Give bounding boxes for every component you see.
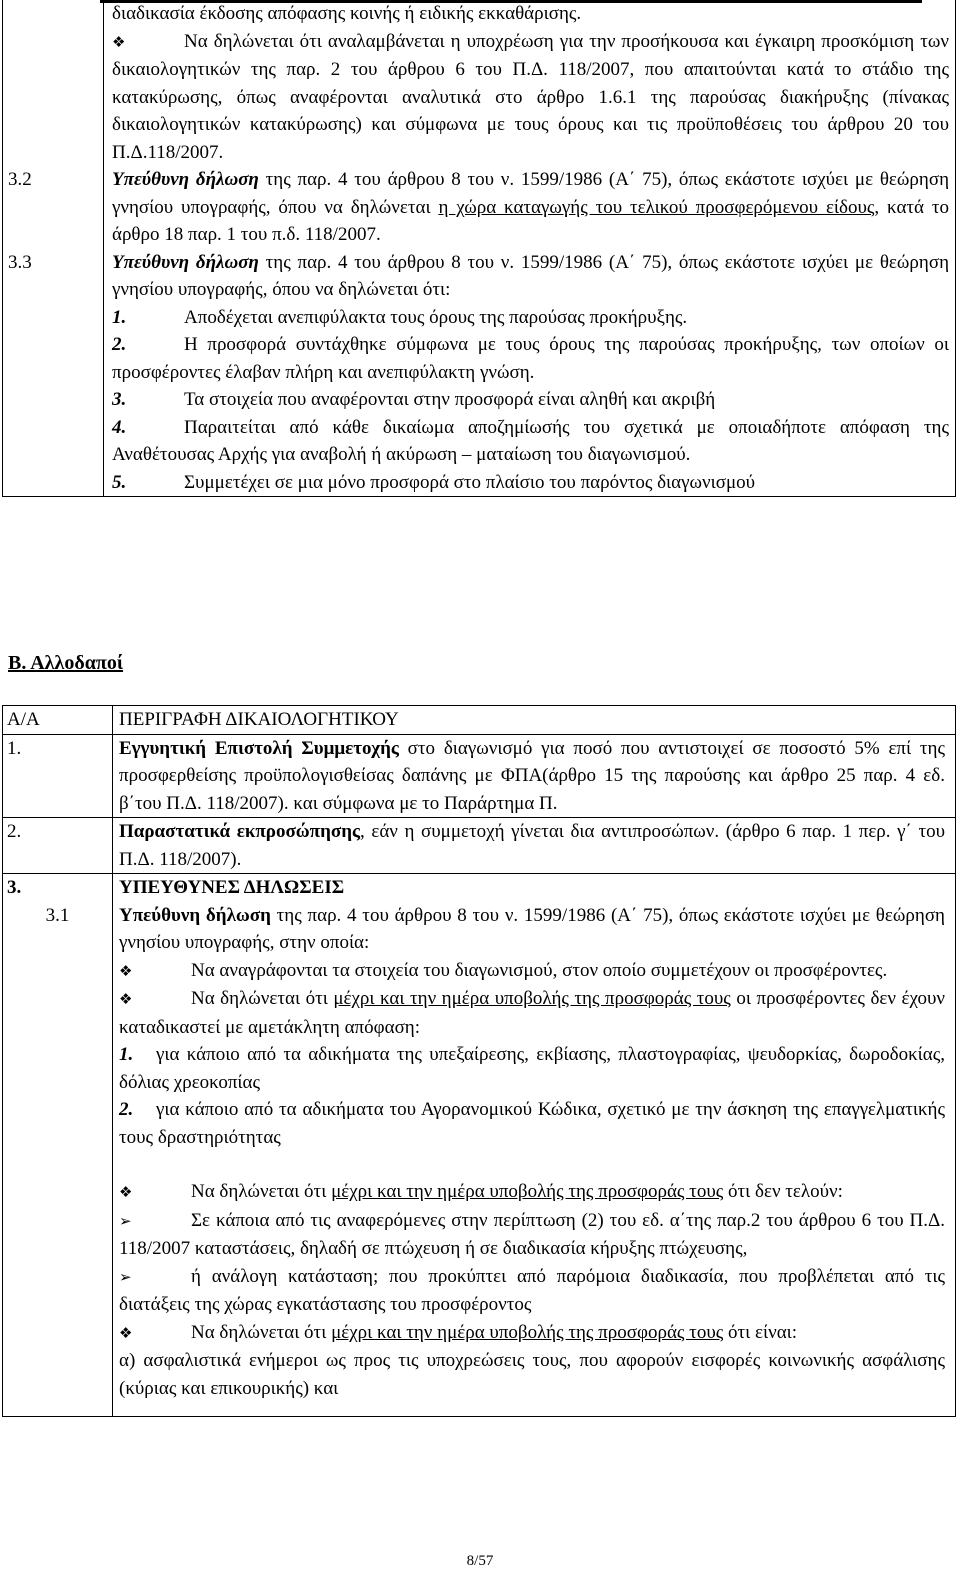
diamond-bullet-icon: ❖ (119, 1323, 133, 1342)
section-heading: Β. Αλλοδαποί (8, 652, 124, 674)
list-item: ❖ Να δηλώνεται ότι μέχρι και την ημέρα υποβολής της προσφοράς τους ότι είναι: (119, 1321, 798, 1343)
column-header-number: Α/Α (3, 706, 113, 735)
row-number: 3.3 (3, 249, 104, 497)
diamond-bullet-icon: ❖ (119, 1183, 133, 1201)
item-title: Παραστατικά εκπροσώπησης (119, 821, 361, 842)
row-number: 1. (3, 734, 113, 818)
list-item: ❖ Να αναγράφονται τα στοιχεία του διαγωνισμού, στον οποίο συμμετέχουν οι προσφέροντες. (119, 959, 888, 981)
declaration-title: Υπεύθυνη δήλωση (112, 251, 259, 273)
diamond-bullet-icon: ❖ (112, 32, 126, 51)
list-item: ❖ Να δηλώνεται ότι αναλαμβάνεται η υποχρέωση για την προσήκουσα και έγκαιρη προσκόμιση των δικαιολογητικών της παρ. 2 του άρθρου 6 του Π.Δ. 118/2007, που απαιτούνται κατά το στάδιο της κατακύρωσης, όπως αναφέρονται αναλυτικά στο άρθρο 1.6.1 της παρούσας διακήρυξης (πίνακας δικαιολογητικών κατακύρωσης) και σύμφωνα με τους όρους και τις προϋποθέσεις του άρθρου 20 του Π.Δ.118/2007. (112, 30, 949, 163)
list-item: ➢ ή ανάλογη κατάσταση; που προκύπτει από παρόμοια διαδικασία, που προβλέπεται από τις διατάξεις της χώρας εγκατάστασης του προσφέροντος (119, 1265, 945, 1315)
list-item: 5. Συμμετέχει σε μια μόνο προσφορά στο πλαίσιο του παρόντος διαγωνισμού (112, 471, 756, 493)
declaration-title: Υπεύθυνη δήλωση (112, 169, 259, 190)
table-row: 1. Εγγυητική Επιστολή Συμμετοχής στο διαγωνισμό για ποσό που αντιστοιχεί σε ποσοστό 5% επί της προσφερθείσης προϋπολογισθείσας δαπάνης με ΦΠΑ(άρθρο 15 της παρούσης και άρθρο 25 παρ. 4 εδ. β΄του Π.Δ. 118/2007). και σύμφωνα με το Παράρτημα Π. (3, 734, 956, 818)
list-item: ➢ Σε κάποια από τις αναφερόμενες στην περίπτωση (2) του εδ. α΄της παρ.2 του άρθρου 6 του Π.Δ. 118/2007 καταστάσεις, δηλαδή σε πτώχευση ή σε διαδικασία κήρυξης πτώχευσης, (119, 1209, 945, 1259)
row-number: 3.1 (3, 902, 113, 1417)
list-item: 3. Τα στοιχεία που αναφέρονται στην προσφορά είναι αληθή και ακριβή (112, 389, 716, 410)
item-title: ΥΠΕΥΘΥΝΕΣ ΔΗΛΩΣΕΙΣ (113, 874, 956, 902)
page-number: 8/57 (466, 1553, 494, 1569)
column-header-description: ΠΕΡΙΓΡΑΦΗ ΔΙΚΑΙΟΛΟΓΗΤΙΚΟΥ (119, 709, 399, 730)
text-fragment: διαδικασία έκδοσης απόφασης κοινής ή ειδικής εκκαθάρισης. (112, 3, 582, 24)
foreign-bidders-table (2, 705, 956, 1417)
table-row: 3.2 Υπεύθυνη δήλωση της παρ. 4 του άρθρου 8 του ν. 1599/1986 (Α΄ 75), όπως εκάστοτε ισχύει με θεώρηση γνησίου υπογραφής, όπου να δηλώνεται η χώρα καταγωγής του τελικού προσφερόμενου είδους, κατά το άρθρο 18 παρ. 1 του π.δ. 118/2007. (3, 166, 956, 249)
spacer (119, 1151, 945, 1178)
arrow-bullet-icon: ➢ (119, 1211, 132, 1230)
row-number: 3.2 (3, 166, 104, 249)
table-row: 3.1 Υπεύθυνη δήλωση της παρ. 4 του άρθρου 8 του ν. 1599/1986 (Α΄ 75), όπως εκάστοτε ισχύει με θεώρηση γνησίου υπογραφής, στην οποία: ❖ Να αναγράφονται τα στοιχεία του διαγωνισμού, στον οποίο συμμετέχουν οι προσφέροντες. ❖ Να δηλώνεται ότι μέχρι και την ημέρα υποβολής της προσφοράς τους οι προσφέροντες δεν έχουν καταδικαστεί με αμετάκλητη απόφαση: 1. για κάποιο από τα αδικήματα της υπεξαίρεσης, εκβίασης, πλαστογραφίας, ψευδορκίας, δωροδοκίας, δόλιας χρεοκοπίας 2. για κάποιο από τα αδικήματα του Αγορανομικού Κώδικα, σχετικό με την άσκηση της επαγγελματικής τους δραστηριότητας ❖ Να δηλώνεται ότι μέχρι και την ημέρα υποβολής της προσφοράς τους ότι δεν τελούν: ➢ Σε κάποια από τις αναφερόμενες στην περίπτωση (2) του εδ. α΄της παρ.2 του άρθρου 6 του Π.Δ. 118/2007 καταστάσεις, δηλαδή σε πτώχευση ή σε διαδικασία κήρυξης πτώχευσης, ➢ ή ανάλογη κατάσταση; που προκύπτει από παρόμοια διαδικασία, που προβλέπεται από τις διατάξεις της χώρας εγκατάστασης του προσφέροντος ❖ Να δηλώνεται ότι μέχρι και την ημέρα υποβολής της προσφοράς τους ότι είναι: α) ασφαλιστικά ενήμεροι ως προς τις υποχρεώσεις τους, που αφορούν εισφορές κοινωνικής ασφάλισης (κύριας και επικουρικής) και (3, 902, 956, 1417)
underlined-text: η χώρα καταγωγής του τελικού προσφερόμενου είδους (438, 196, 875, 218)
list-item: ❖ Να δηλώνεται ότι μέχρι και την ημέρα υποβολής της προσφοράς τους οι προσφέροντες δεν έχουν καταδικαστεί με αμετάκλητη απόφαση: (119, 988, 945, 1038)
list-item: α) ασφαλιστικά ενήμεροι ως προς τις υποχρεώσεις τους, που αφορούν εισφορές κοινωνικής ασφάλισης (κύριας και επικουρικής) και (119, 1350, 945, 1399)
list-item: 2. Η προσφορά συντάχθηκε σύμφωνα με τους όρους της παρούσας προκήρυξης, των οποίων οι προσφέροντες έλαβαν πλήρη και ανεπιφύλακτη γνώση. (112, 334, 949, 383)
diamond-bullet-icon: ❖ (119, 961, 133, 980)
list-item: ❖ Να δηλώνεται ότι μέχρι και την ημέρα υποβολής της προσφοράς τους ότι δεν τελούν: (119, 1181, 843, 1202)
list-item: 1. για κάποιο από τα αδικήματα της υπεξαίρεσης, εκβίασης, πλαστογραφίας, ψευδορκίας, δωροδοκίας, δόλιας χρεοκοπίας (119, 1044, 945, 1093)
row-number: 2. (3, 818, 113, 874)
diamond-bullet-icon: ❖ (119, 990, 133, 1008)
arrow-bullet-icon: ➢ (119, 1267, 132, 1286)
list-item: 2. για κάποιο από τα αδικήματα του Αγορανομικού Κώδικα, σχετικό με την άσκηση της επαγγελματικής τους δραστηριότητας (119, 1099, 945, 1148)
list-item: 4. Παραιτείται από κάθε δικαίωμα αποζημίωσής του σχετικά με οποιαδήποτε απόφαση της Αναθέτουσας Αρχής για αναβολή ή ακύρωση – ματαίωση του διαγωνισμού. (112, 416, 949, 465)
table-row (3, 874, 956, 902)
table-row: 3.3 Υπεύθυνη δήλωση της παρ. 4 του άρθρου 8 του ν. 1599/1986 (Α΄ 75), όπως εκάστοτε ισχύει με θεώρηση γνησίου υπογραφής, όπου να δηλώνεται ότι: 1. Αποδέχεται ανεπιφύλακτα τους όρους της παρούσας προκήρυξης. 2. Η προσφορά συντάχθηκε σύμφωνα με τους όρους της παρούσας προκήρυξης, των οποίων οι προσφέροντες έλαβαν πλήρη και ανεπιφύλακτη γνώση. 3. Τα στοιχεία που αναφέρονται στην προσφορά είναι αληθή και ακριβή 4. Παραιτείται από κάθε δικαίωμα αποζημίωσής του σχετικά με οποιαδήποτε απόφαση της Αναθέτουσας Αρχής για αναβολή ή ακύρωση – ματαίωση του διαγωνισμού. 5. Συμμετέχει σε μια μόνο προσφορά στο πλαίσιο του παρόντος διαγωνισμού (3, 249, 956, 497)
table-header-row (3, 706, 956, 735)
item-title: Εγγυητική Επιστολή Συμμετοχής (119, 737, 399, 759)
list-item: 1. Αποδέχεται ανεπιφύλακτα τους όρους της παρούσας προκήρυξης. (112, 306, 688, 328)
requirements-table-continued (2, 0, 956, 497)
declaration-title: Υπεύθυνη δήλωση (119, 904, 271, 926)
row-number: 3. (3, 874, 113, 902)
table-row: 2. Παραστατικά εκπροσώπησης, εάν η συμμετοχή γίνεται δια αντιπροσώπων. (άρθρο 6 παρ. 1 περ. γ΄ του Π.Δ. 118/2007). (3, 818, 956, 874)
table-row (3, 0, 956, 166)
